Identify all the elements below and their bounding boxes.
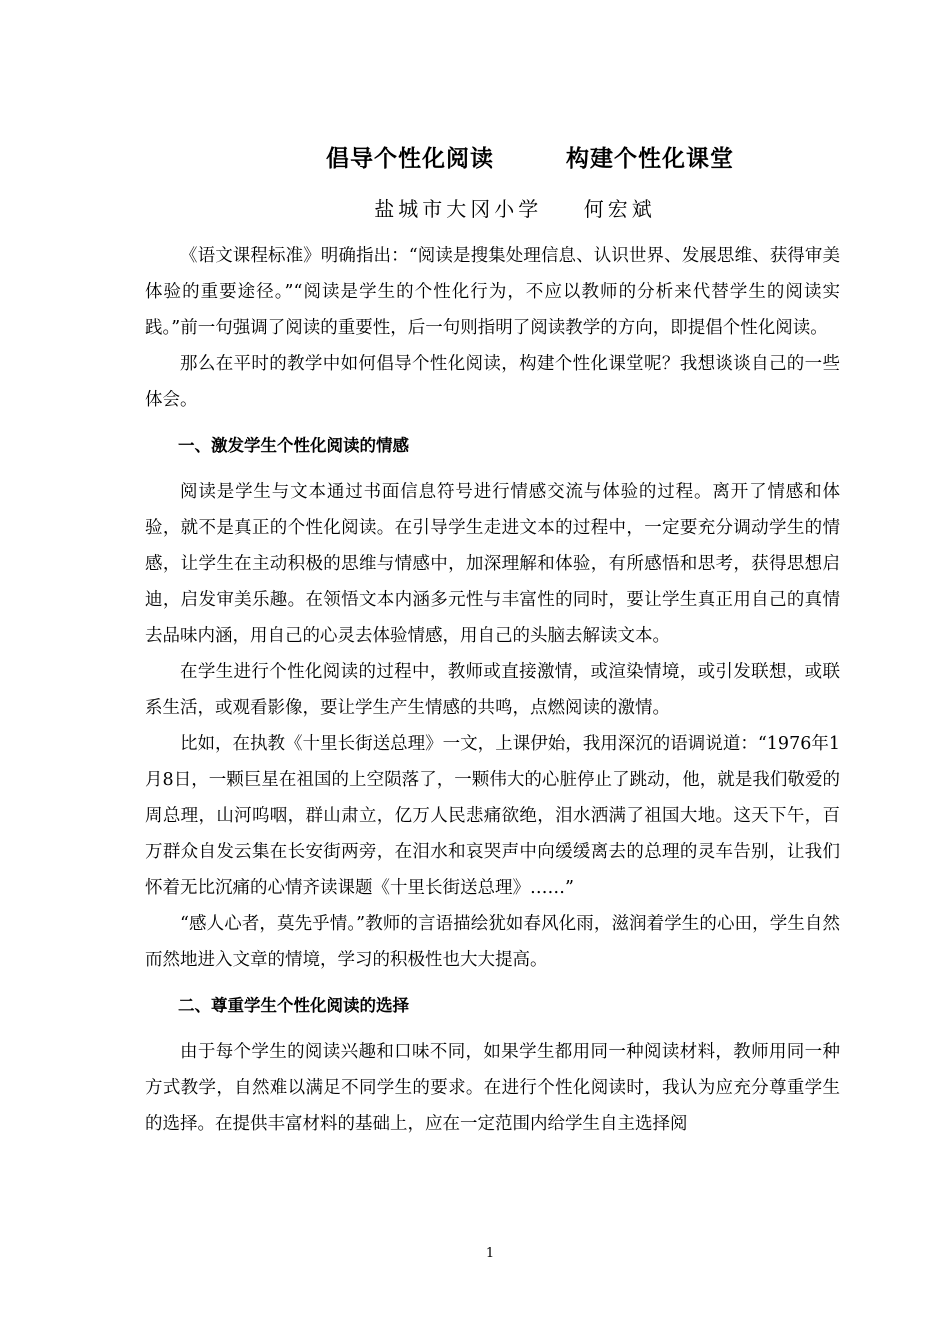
document-body <box>145 238 840 1142</box>
paragraph-section1-1: 阅读是学生与文本通过书面信息符号进行情感交流与体验的过程。离开了情感和体验，就不是真正的个性化阅读。在引导学生走进文本的过程中，一定要充分调动学生的情感，让学生在主动积极的思维与情感中，加深理解和体验，有所感悟和思考，获得思想启迪，启发审美乐趣。在领悟文本内涵多元性与丰富性的同时，要让学生真正用自己的真情去品味内涵，用自己的心灵去体验情感，用自己的头脑去解读文本。 <box>145 482 840 646</box>
section-heading-1: 一、激发学生个性化阅读的情感 <box>178 436 409 455</box>
paragraph-section2-1: 由于每个学生的阅读兴趣和口味不同，如果学生都用同一种阅读材料，教师用同一种方式教学，自然难以满足不同学生的要求。在进行个性化阅读时，我认为应充分尊重学生的选择。在提供丰富材料的基础上，应在一定范围内给学生自主选择阅 <box>145 1042 840 1134</box>
author-line: 盐城市大冈小学 何宏斌 <box>374 197 656 221</box>
section-heading-2: 二、尊重学生个性化阅读的选择 <box>178 996 409 1015</box>
paragraph-section1-4: “感人心者，莫先乎情。”教师的言语描绘犹如春风化雨，滋润着学生的心田，学生自然而然地进入文章的情境，学习的积极性也大大提高。 <box>145 914 840 970</box>
paragraph-section1-3: 比如，在执教《十里长街送总理》一文，上课伊始，我用深沉的语调说道：“1976年1月8日，一颗巨星在祖国的上空陨落了，一颗伟大的心脏停止了跳动，他，就是我们敬爱的周总理，山河呜咽，群山肃立，亿万人民悲痛欲绝，泪水洒满了祖国大地。这天下午，百万群众自发云集在长安街两旁，在泪水和哀哭声中向缓缓离去的总理的灵车告别，让我们怀着无比沉痛的心情齐读课题《十里长街送总理》……” <box>145 734 840 898</box>
paragraph-intro-2: 那么在平时的教学中如何倡导个性化阅读，构建个性化课堂呢？我想谈谈自己的一些体会。 <box>145 354 840 410</box>
paragraph-intro-1: 《语文课程标准》明确指出：“阅读是搜集处理信息、认识世界、发展思维、获得审美体验的重要途径。”“阅读是学生的个性化行为，不应以教师的分析来代替学生的阅读实践。”前一句强调了阅读的重要性，后一句则指明了阅读教学的方向，即提倡个性化阅读。 <box>145 246 840 338</box>
paragraph-section1-2: 在学生进行个性化阅读的过程中，教师或直接激情，或渲染情境，或引发联想，或联系生活，或观看影像，要让学生产生情感的共鸣，点燃阅读的激情。 <box>145 662 840 718</box>
page-number: 1 <box>485 1246 495 1261</box>
document-title: 倡导个性化阅读 构建个性化课堂 <box>325 146 735 172</box>
